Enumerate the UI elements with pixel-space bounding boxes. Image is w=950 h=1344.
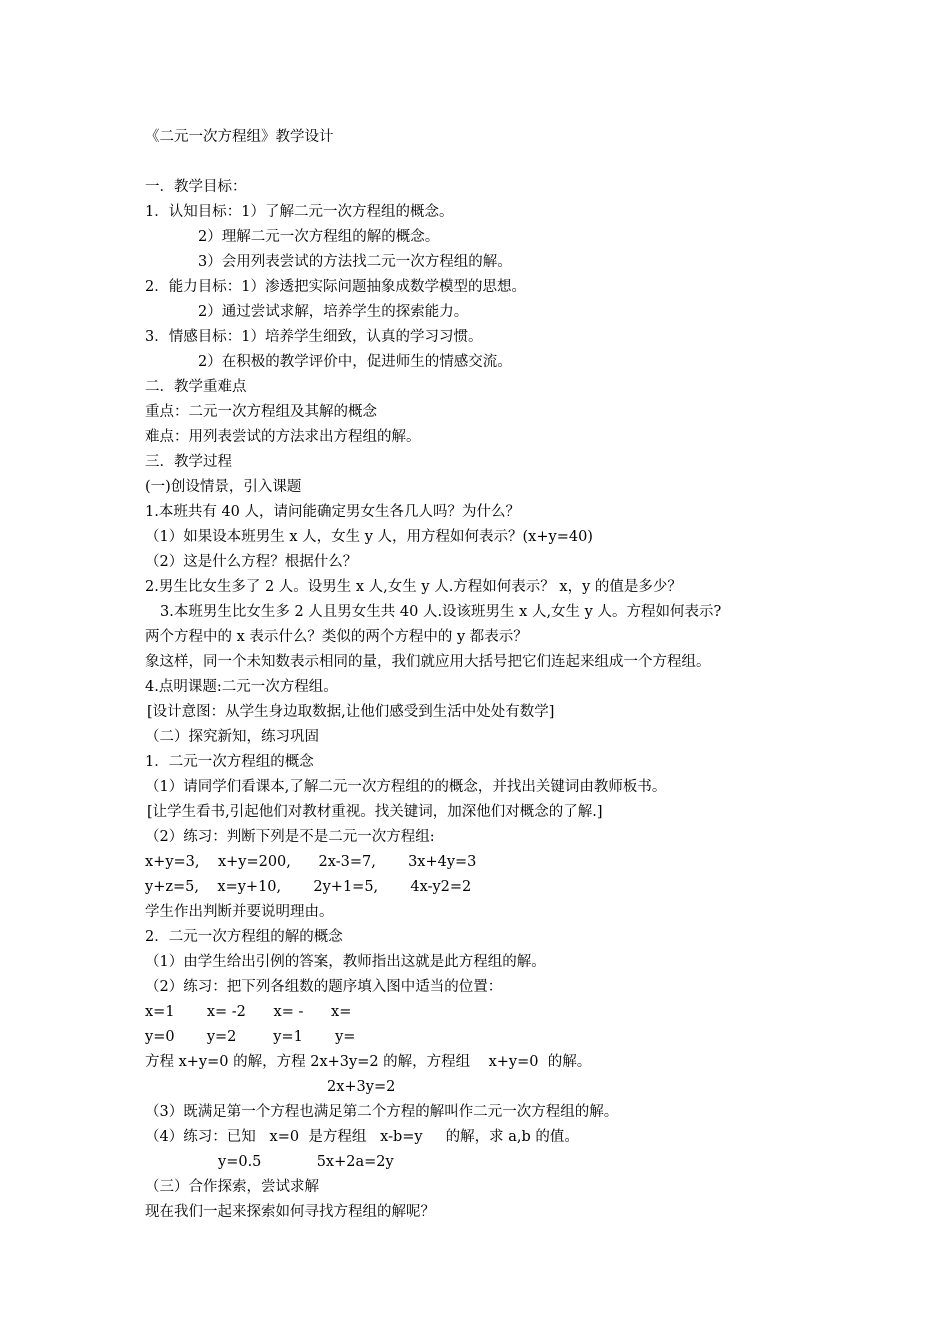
text-line: 学生作出判断并要说明理由。 xyxy=(145,904,334,920)
equation-line: 2x+3y=2 xyxy=(327,1079,396,1095)
text-line: （4）练习：已知 x=0 是方程组 x-b=y 的解，求 a,b 的值。 xyxy=(145,1129,579,1145)
section-heading: 三．教学过程 xyxy=(145,454,232,470)
equation-line: x=1 x= -2 x= - x= xyxy=(145,1004,352,1020)
text-line: 2）理解二元一次方程组的解的概念。 xyxy=(198,229,440,245)
text-line: （2）练习：判断下列是不是二元一次方程组: xyxy=(145,829,435,845)
text-line: （2）这是什么方程？根据什么？ xyxy=(145,554,358,570)
text-line: 象这样，同一个未知数表示相同的量，我们就应用大括号把它们连起来组成一个方程组。 xyxy=(145,654,711,670)
text-line: 1.本班共有 40 人，请问能确定男女生各几人吗？为什么？ xyxy=(145,504,521,520)
text-line: （1）请同学们看课本,了解二元一次方程组的的概念，并找出关键词由教师板书。 xyxy=(145,779,667,795)
section-heading: 二．教学重难点 xyxy=(145,379,247,395)
text-line: （3）既满足第一个方程也满足第二个方程的解叫作二元一次方程组的解。 xyxy=(145,1104,619,1120)
text-line: (一)创设情景，引入课题 xyxy=(145,479,302,495)
text-line: 一．教学目标： xyxy=(145,179,247,195)
text-line: 2．二元一次方程组的解的概念 xyxy=(145,929,343,945)
text-line: 1．二元一次方程组的概念 xyxy=(145,754,314,770)
text-line: 3）会用列表尝试的方法找二元一次方程组的解。 xyxy=(198,254,512,270)
equation-line: x+y=3, x+y=200, 2x-3=7, 3x+4y=3 xyxy=(145,854,477,870)
text-line: 3．情感目标：1）培养学生细致，认真的学习习惯。 xyxy=(145,329,483,345)
text-line: 方程 x+y=0 的解，方程 2x+3y=2 的解，方程组 x+y=0 的解。 xyxy=(145,1054,592,1070)
text-line: （1）如果设本班男生 x 人，女生 y 人，用方程如何表示？(x+y=40) xyxy=(145,529,593,545)
text-line: [设计意图：从学生身边取数据,让他们感受到生活中处处有数学] xyxy=(147,704,555,720)
equation-line: y=0.5 5x+2a=2y xyxy=(218,1154,394,1170)
text-line: 4.点明课题:二元一次方程组。 xyxy=(145,679,338,695)
text-line: 2）在积极的教学评价中，促进师生的情感交流。 xyxy=(198,354,512,370)
equation-line: y=0 y=2 y=1 y= xyxy=(145,1029,356,1045)
text-line: 2）通过尝试求解，培养学生的探索能力。 xyxy=(198,304,469,320)
equation-line: y+z=5, x=y+10, 2y+1=5, 4x-y2=2 xyxy=(145,879,472,895)
text-line: （二）探究新知，练习巩固 xyxy=(145,729,319,745)
text-line: 3.本班男生比女生多 2 人且男女生共 40 人.设该班男生 x 人,女生 y 人。方程如何表示? xyxy=(160,604,722,620)
text-line: 重点：二元一次方程组及其解的概念 xyxy=(145,404,377,420)
text-line: 2.男生比女生多了 2 人。设男生 x 人,女生 y 人.方程如何表示？ x，y 的值是多少？ xyxy=(145,579,682,595)
text-line: 1．认知目标：1）了解二元一次方程组的概念。 xyxy=(145,204,454,220)
text-line: （2）练习：把下列各组数的题序填入图中适当的位置： xyxy=(145,979,503,995)
text-line: [让学生看书,引起他们对教材重视。找关键词，加深他们对概念的了解.] xyxy=(147,804,603,820)
text-line: 2．能力目标：1）渗透把实际问题抽象成数学模型的思想。 xyxy=(145,279,526,295)
text-line: 难点：用列表尝试的方法求出方程组的解。 xyxy=(145,429,421,445)
text-line: （三）合作探索，尝试求解 xyxy=(145,1179,319,1195)
text-line: 现在我们一起来探索如何寻找方程组的解呢？ xyxy=(145,1204,435,1220)
text-line: 两个方程中的 x 表示什么？类似的两个方程中的 y 都表示？ xyxy=(145,629,528,645)
text-line: （1）由学生给出引例的答案，教师指出这就是此方程组的解。 xyxy=(145,954,546,970)
document-title: 《二元一次方程组》教学设计 xyxy=(145,129,334,145)
